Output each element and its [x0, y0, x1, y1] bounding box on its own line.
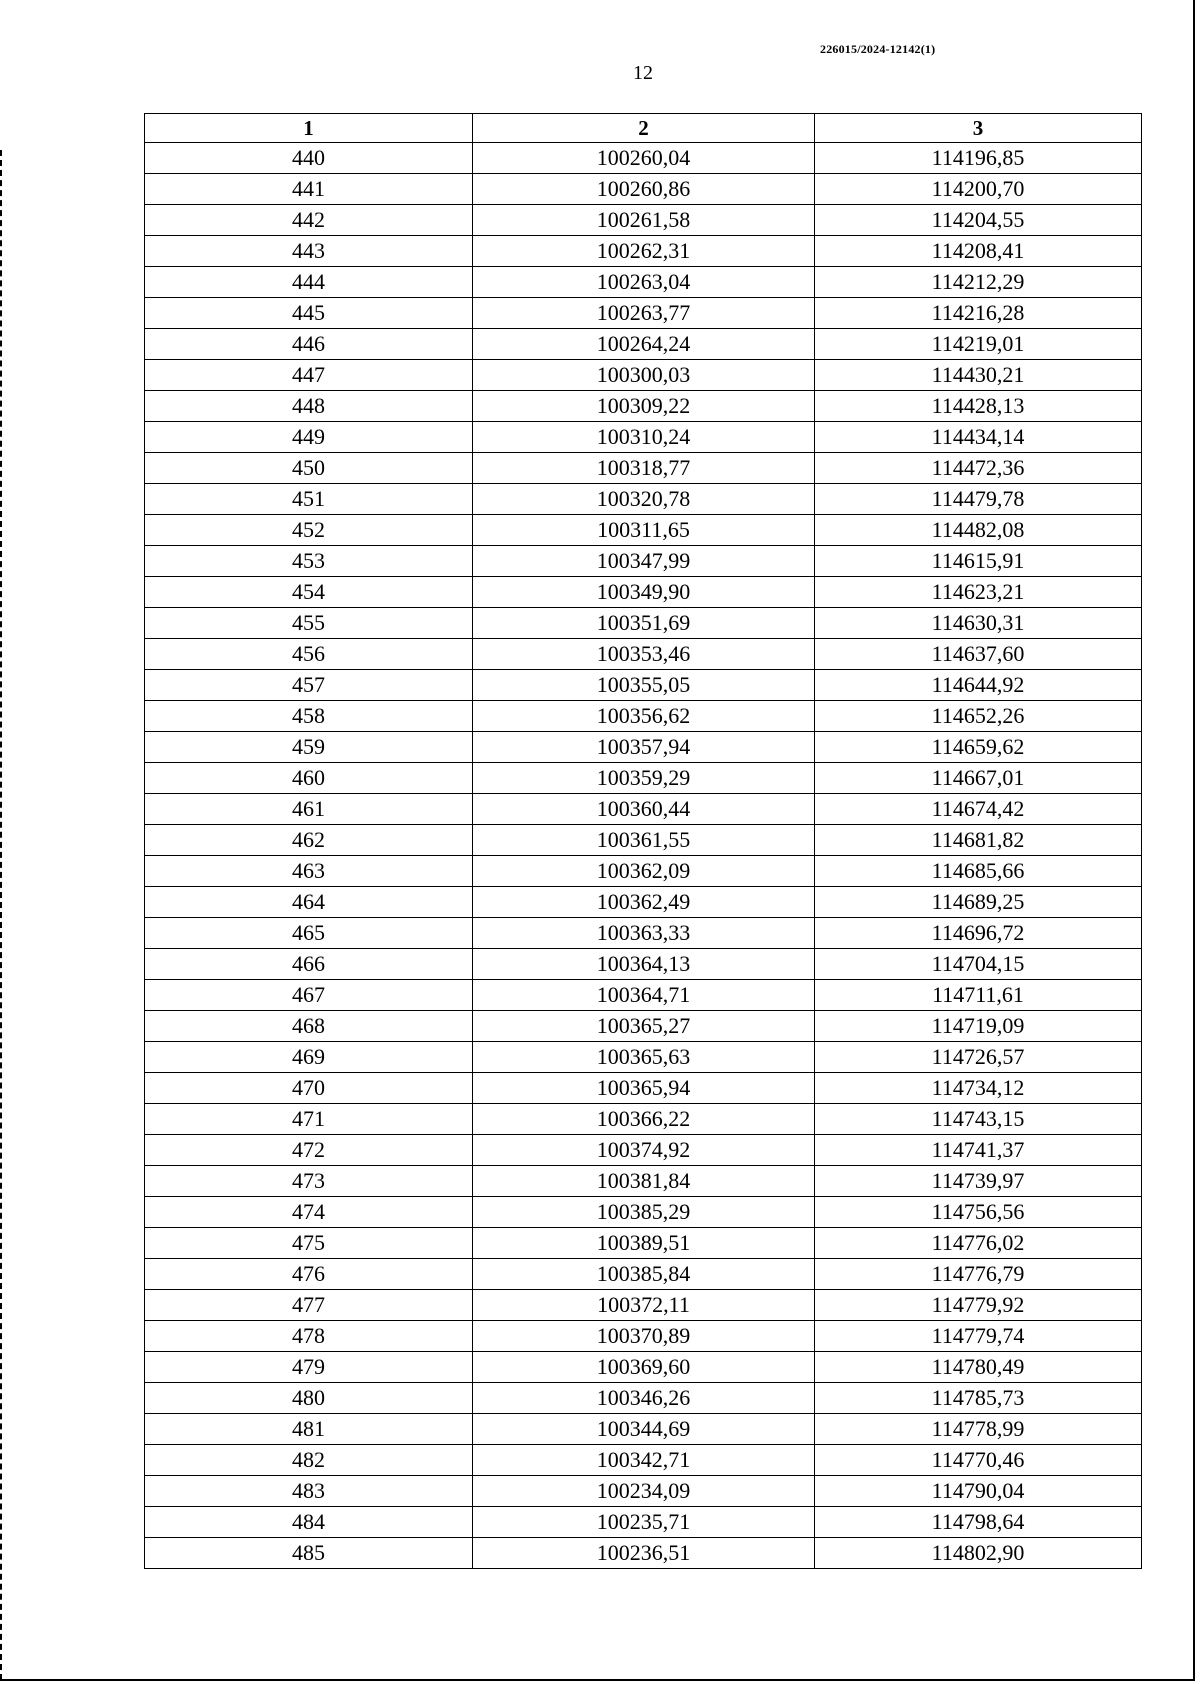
y-coordinate-cell: 114739,97 [815, 1166, 1142, 1197]
table-row [145, 1228, 1142, 1259]
table-row [145, 1259, 1142, 1290]
x-coordinate-cell: 100355,05 [473, 670, 815, 701]
point-number-cell: 481 [145, 1414, 473, 1445]
y-coordinate-cell: 114743,15 [815, 1104, 1142, 1135]
y-coordinate-cell: 114685,66 [815, 856, 1142, 887]
point-number-cell: 451 [145, 484, 473, 515]
table-row [145, 856, 1142, 887]
table-row [145, 515, 1142, 546]
y-coordinate-cell: 114776,02 [815, 1228, 1142, 1259]
table-row [145, 701, 1142, 732]
y-coordinate-cell: 114770,46 [815, 1445, 1142, 1476]
point-number-cell: 480 [145, 1383, 473, 1414]
x-coordinate-cell: 100360,44 [473, 794, 815, 825]
point-number-cell: 484 [145, 1507, 473, 1538]
table-row [145, 1290, 1142, 1321]
column-header-3: 3 [815, 114, 1142, 143]
x-coordinate-cell: 100351,69 [473, 608, 815, 639]
y-coordinate-cell: 114630,31 [815, 608, 1142, 639]
table-row [145, 639, 1142, 670]
point-number-cell: 463 [145, 856, 473, 887]
x-coordinate-cell: 100263,77 [473, 298, 815, 329]
y-coordinate-cell: 114780,49 [815, 1352, 1142, 1383]
point-number-cell: 456 [145, 639, 473, 670]
x-coordinate-cell: 100363,33 [473, 918, 815, 949]
point-number-cell: 444 [145, 267, 473, 298]
point-number-cell: 483 [145, 1476, 473, 1507]
table-row [145, 732, 1142, 763]
table-row [145, 1011, 1142, 1042]
table-row [145, 949, 1142, 980]
x-coordinate-cell: 100357,94 [473, 732, 815, 763]
y-coordinate-cell: 114689,25 [815, 887, 1142, 918]
x-coordinate-cell: 100385,29 [473, 1197, 815, 1228]
point-number-cell: 440 [145, 143, 473, 174]
x-coordinate-cell: 100263,04 [473, 267, 815, 298]
point-number-cell: 470 [145, 1073, 473, 1104]
table-row [145, 484, 1142, 515]
y-coordinate-cell: 114204,55 [815, 205, 1142, 236]
table-row [145, 887, 1142, 918]
coordinates-table [144, 113, 1142, 1569]
point-number-cell: 474 [145, 1197, 473, 1228]
document-reference: 226015/2024-12142(1) [820, 42, 936, 56]
table-row [145, 1414, 1142, 1445]
point-number-cell: 477 [145, 1290, 473, 1321]
x-coordinate-cell: 100366,22 [473, 1104, 815, 1135]
x-coordinate-cell: 100349,90 [473, 577, 815, 608]
point-number-cell: 461 [145, 794, 473, 825]
x-coordinate-cell: 100369,60 [473, 1352, 815, 1383]
table-row [145, 1507, 1142, 1538]
x-coordinate-cell: 100344,69 [473, 1414, 815, 1445]
point-number-cell: 482 [145, 1445, 473, 1476]
point-number-cell: 447 [145, 360, 473, 391]
point-number-cell: 442 [145, 205, 473, 236]
table-row [145, 329, 1142, 360]
x-coordinate-cell: 100346,26 [473, 1383, 815, 1414]
y-coordinate-cell: 114785,73 [815, 1383, 1142, 1414]
y-coordinate-cell: 114659,62 [815, 732, 1142, 763]
x-coordinate-cell: 100370,89 [473, 1321, 815, 1352]
x-coordinate-cell: 100364,13 [473, 949, 815, 980]
y-coordinate-cell: 114696,72 [815, 918, 1142, 949]
y-coordinate-cell: 114790,04 [815, 1476, 1142, 1507]
x-coordinate-cell: 100365,94 [473, 1073, 815, 1104]
x-coordinate-cell: 100364,71 [473, 980, 815, 1011]
point-number-cell: 465 [145, 918, 473, 949]
x-coordinate-cell: 100342,71 [473, 1445, 815, 1476]
point-number-cell: 478 [145, 1321, 473, 1352]
y-coordinate-cell: 114778,99 [815, 1414, 1142, 1445]
point-number-cell: 441 [145, 174, 473, 205]
point-number-cell: 443 [145, 236, 473, 267]
x-coordinate-cell: 100385,84 [473, 1259, 815, 1290]
point-number-cell: 449 [145, 422, 473, 453]
point-number-cell: 464 [145, 887, 473, 918]
y-coordinate-cell: 114200,70 [815, 174, 1142, 205]
x-coordinate-cell: 100361,55 [473, 825, 815, 856]
x-coordinate-cell: 100372,11 [473, 1290, 815, 1321]
x-coordinate-cell: 100262,31 [473, 236, 815, 267]
x-coordinate-cell: 100235,71 [473, 1507, 815, 1538]
y-coordinate-cell: 114674,42 [815, 794, 1142, 825]
table-row [145, 267, 1142, 298]
y-coordinate-cell: 114434,14 [815, 422, 1142, 453]
point-number-cell: 450 [145, 453, 473, 484]
x-coordinate-cell: 100236,51 [473, 1538, 815, 1569]
x-coordinate-cell: 100374,92 [473, 1135, 815, 1166]
point-number-cell: 446 [145, 329, 473, 360]
table-row [145, 794, 1142, 825]
table-row [145, 1135, 1142, 1166]
y-coordinate-cell: 114196,85 [815, 143, 1142, 174]
y-coordinate-cell: 114704,15 [815, 949, 1142, 980]
y-coordinate-cell: 114482,08 [815, 515, 1142, 546]
y-coordinate-cell: 114615,91 [815, 546, 1142, 577]
x-coordinate-cell: 100234,09 [473, 1476, 815, 1507]
table-row [145, 422, 1142, 453]
table-row [145, 391, 1142, 422]
point-number-cell: 454 [145, 577, 473, 608]
y-coordinate-cell: 114802,90 [815, 1538, 1142, 1569]
table-header-row [145, 114, 1142, 143]
y-coordinate-cell: 114479,78 [815, 484, 1142, 515]
point-number-cell: 469 [145, 1042, 473, 1073]
table-row [145, 670, 1142, 701]
table-row [145, 205, 1142, 236]
point-number-cell: 467 [145, 980, 473, 1011]
point-number-cell: 459 [145, 732, 473, 763]
y-coordinate-cell: 114726,57 [815, 1042, 1142, 1073]
point-number-cell: 471 [145, 1104, 473, 1135]
x-coordinate-cell: 100365,27 [473, 1011, 815, 1042]
x-coordinate-cell: 100389,51 [473, 1228, 815, 1259]
x-coordinate-cell: 100310,24 [473, 422, 815, 453]
table-row [145, 1538, 1142, 1569]
point-number-cell: 457 [145, 670, 473, 701]
table-row [145, 577, 1142, 608]
y-coordinate-cell: 114219,01 [815, 329, 1142, 360]
y-coordinate-cell: 114719,09 [815, 1011, 1142, 1042]
table-body [145, 143, 1142, 1569]
table-row [145, 236, 1142, 267]
point-number-cell: 453 [145, 546, 473, 577]
point-number-cell: 460 [145, 763, 473, 794]
x-coordinate-cell: 100381,84 [473, 1166, 815, 1197]
table-row [145, 546, 1142, 577]
table-row [145, 1321, 1142, 1352]
column-header-2: 2 [473, 114, 815, 143]
x-coordinate-cell: 100264,24 [473, 329, 815, 360]
point-number-cell: 473 [145, 1166, 473, 1197]
point-number-cell: 479 [145, 1352, 473, 1383]
point-number-cell: 455 [145, 608, 473, 639]
x-coordinate-cell: 100260,04 [473, 143, 815, 174]
x-coordinate-cell: 100356,62 [473, 701, 815, 732]
y-coordinate-cell: 114652,26 [815, 701, 1142, 732]
x-coordinate-cell: 100261,58 [473, 205, 815, 236]
table-row [145, 763, 1142, 794]
table-row [145, 360, 1142, 391]
x-coordinate-cell: 100365,63 [473, 1042, 815, 1073]
x-coordinate-cell: 100353,46 [473, 639, 815, 670]
point-number-cell: 476 [145, 1259, 473, 1290]
table-row [145, 608, 1142, 639]
point-number-cell: 485 [145, 1538, 473, 1569]
column-header-1: 1 [145, 114, 473, 143]
table-row [145, 980, 1142, 1011]
table-row [145, 174, 1142, 205]
point-number-cell: 448 [145, 391, 473, 422]
table-row [145, 1104, 1142, 1135]
table-row [145, 298, 1142, 329]
table-row [145, 1445, 1142, 1476]
point-number-cell: 452 [145, 515, 473, 546]
table-row [145, 825, 1142, 856]
y-coordinate-cell: 114779,92 [815, 1290, 1142, 1321]
point-number-cell: 458 [145, 701, 473, 732]
y-coordinate-cell: 114798,64 [815, 1507, 1142, 1538]
y-coordinate-cell: 114681,82 [815, 825, 1142, 856]
y-coordinate-cell: 114216,28 [815, 298, 1142, 329]
y-coordinate-cell: 114741,37 [815, 1135, 1142, 1166]
point-number-cell: 445 [145, 298, 473, 329]
y-coordinate-cell: 114644,92 [815, 670, 1142, 701]
point-number-cell: 475 [145, 1228, 473, 1259]
x-coordinate-cell: 100318,77 [473, 453, 815, 484]
x-coordinate-cell: 100311,65 [473, 515, 815, 546]
point-number-cell: 468 [145, 1011, 473, 1042]
y-coordinate-cell: 114472,36 [815, 453, 1142, 484]
x-coordinate-cell: 100300,03 [473, 360, 815, 391]
page-number: 12 [633, 62, 653, 84]
table-row [145, 453, 1142, 484]
y-coordinate-cell: 114779,74 [815, 1321, 1142, 1352]
x-coordinate-cell: 100362,09 [473, 856, 815, 887]
point-number-cell: 472 [145, 1135, 473, 1166]
x-coordinate-cell: 100260,86 [473, 174, 815, 205]
x-coordinate-cell: 100347,99 [473, 546, 815, 577]
point-number-cell: 466 [145, 949, 473, 980]
table-row [145, 1197, 1142, 1228]
table-row [145, 143, 1142, 174]
table-row [145, 1073, 1142, 1104]
y-coordinate-cell: 114667,01 [815, 763, 1142, 794]
x-coordinate-cell: 100362,49 [473, 887, 815, 918]
y-coordinate-cell: 114430,21 [815, 360, 1142, 391]
y-coordinate-cell: 114734,12 [815, 1073, 1142, 1104]
y-coordinate-cell: 114756,56 [815, 1197, 1142, 1228]
table-row [145, 1352, 1142, 1383]
y-coordinate-cell: 114428,13 [815, 391, 1142, 422]
y-coordinate-cell: 114623,21 [815, 577, 1142, 608]
y-coordinate-cell: 114711,61 [815, 980, 1142, 1011]
y-coordinate-cell: 114212,29 [815, 267, 1142, 298]
x-coordinate-cell: 100309,22 [473, 391, 815, 422]
y-coordinate-cell: 114208,41 [815, 236, 1142, 267]
table-row [145, 1476, 1142, 1507]
x-coordinate-cell: 100320,78 [473, 484, 815, 515]
y-coordinate-cell: 114776,79 [815, 1259, 1142, 1290]
y-coordinate-cell: 114637,60 [815, 639, 1142, 670]
table-row [145, 1042, 1142, 1073]
table-row [145, 1383, 1142, 1414]
table-row [145, 918, 1142, 949]
x-coordinate-cell: 100359,29 [473, 763, 815, 794]
table-row [145, 1166, 1142, 1197]
point-number-cell: 462 [145, 825, 473, 856]
scan-edge-mark [0, 150, 4, 1680]
